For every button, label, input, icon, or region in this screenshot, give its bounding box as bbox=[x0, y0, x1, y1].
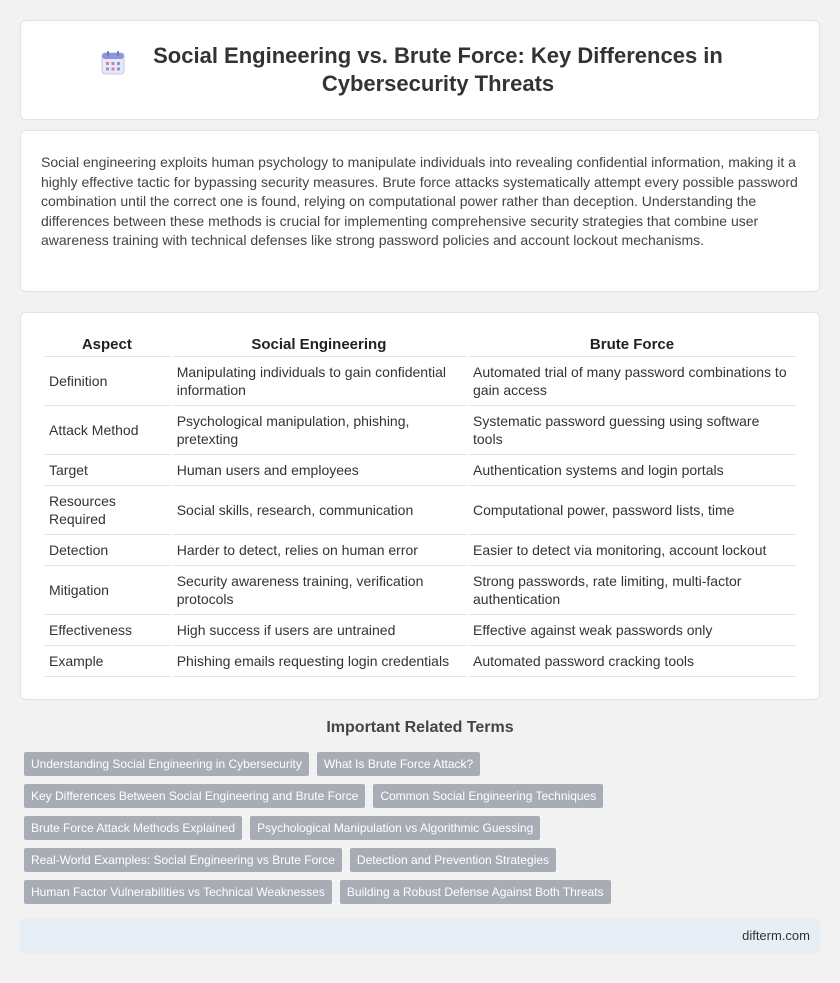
header-aspect: Aspect bbox=[44, 333, 170, 357]
page-title: Social Engineering vs. Brute Force: Key Differences in Cybersecurity Threats bbox=[153, 43, 723, 96]
related-term-link[interactable]: Building a Robust Defense Against Both Threats bbox=[340, 880, 611, 904]
title-card bbox=[20, 20, 820, 120]
related-term-link[interactable]: Common Social Engineering Techniques bbox=[373, 784, 603, 808]
row-aspect: Example bbox=[44, 646, 170, 677]
header-brute-force: Brute Force bbox=[468, 333, 796, 357]
row-aspect: Attack Method bbox=[44, 406, 170, 455]
row-brute-force: Easier to detect via monitoring, account lockout bbox=[468, 535, 796, 566]
related-terms-list bbox=[24, 752, 824, 912]
related-term-link[interactable]: Human Factor Vulnerabilities vs Technical Weaknesses bbox=[24, 880, 332, 904]
intro-card bbox=[20, 130, 820, 292]
row-aspect: Target bbox=[44, 455, 170, 486]
row-brute-force: Strong passwords, rate limiting, multi-factor authentication bbox=[468, 566, 796, 615]
row-social-engineering: Human users and employees bbox=[172, 455, 466, 486]
related-term-link[interactable]: What Is Brute Force Attack? bbox=[317, 752, 480, 776]
related-term-link[interactable]: Brute Force Attack Methods Explained bbox=[24, 816, 242, 840]
row-aspect: Resources Required bbox=[44, 486, 170, 535]
related-term-link[interactable]: Key Differences Between Social Engineering and Brute Force bbox=[24, 784, 365, 808]
related-term-link[interactable]: Detection and Prevention Strategies bbox=[350, 848, 556, 872]
row-social-engineering: Harder to detect, relies on human error bbox=[172, 535, 466, 566]
row-brute-force: Automated trial of many password combinations to gain access bbox=[468, 357, 796, 406]
calendar-grid-icon bbox=[100, 50, 126, 76]
table-row bbox=[44, 486, 796, 535]
footer-site-link[interactable]: difterm.com bbox=[742, 928, 810, 943]
row-social-engineering: Psychological manipulation, phishing, pretexting bbox=[172, 406, 466, 455]
comparison-table-card bbox=[20, 312, 820, 700]
table-row bbox=[44, 615, 796, 646]
footer bbox=[20, 919, 820, 953]
row-aspect: Detection bbox=[44, 535, 170, 566]
table-row bbox=[44, 357, 796, 406]
table-row bbox=[44, 566, 796, 615]
related-term-link[interactable]: Understanding Social Engineering in Cybersecurity bbox=[24, 752, 309, 776]
row-social-engineering: Manipulating individuals to gain confidential information bbox=[172, 357, 466, 406]
row-brute-force: Systematic password guessing using software tools bbox=[468, 406, 796, 455]
row-social-engineering: High success if users are untrained bbox=[172, 615, 466, 646]
row-social-engineering: Security awareness training, verification protocols bbox=[172, 566, 466, 615]
header-social-engineering: Social Engineering bbox=[172, 333, 466, 357]
row-aspect: Mitigation bbox=[44, 566, 170, 615]
row-brute-force: Computational power, password lists, time bbox=[468, 486, 796, 535]
row-brute-force: Authentication systems and login portals bbox=[468, 455, 796, 486]
comparison-table bbox=[42, 333, 798, 677]
table-row bbox=[44, 406, 796, 455]
related-term-link[interactable]: Psychological Manipulation vs Algorithmic Guessing bbox=[250, 816, 540, 840]
row-aspect: Effectiveness bbox=[44, 615, 170, 646]
row-brute-force: Automated password cracking tools bbox=[468, 646, 796, 677]
table-row bbox=[44, 455, 796, 486]
table-header-row bbox=[44, 333, 796, 357]
row-social-engineering: Phishing emails requesting login credentials bbox=[172, 646, 466, 677]
row-brute-force: Effective against weak passwords only bbox=[468, 615, 796, 646]
related-terms-title: Important Related Terms bbox=[326, 719, 514, 736]
row-aspect: Definition bbox=[44, 357, 170, 406]
table-row bbox=[44, 535, 796, 566]
intro-paragraph: Social engineering exploits human psychology to manipulate individuals into revealing confidential information, making it a highly effective tactic for bypassing security measures. Brute force attacks systematically attempt every possible password combination until the correct one is found, relying on computational power rather than deception. Understanding the differences between these methods is crucial for implementing comprehensive security strategies that combine user awareness training with technical defenses like strong password policies and account lockout mechanisms. bbox=[41, 154, 798, 248]
table-row bbox=[44, 646, 796, 677]
row-social-engineering: Social skills, research, communication bbox=[172, 486, 466, 535]
related-term-link[interactable]: Real-World Examples: Social Engineering vs Brute Force bbox=[24, 848, 342, 872]
